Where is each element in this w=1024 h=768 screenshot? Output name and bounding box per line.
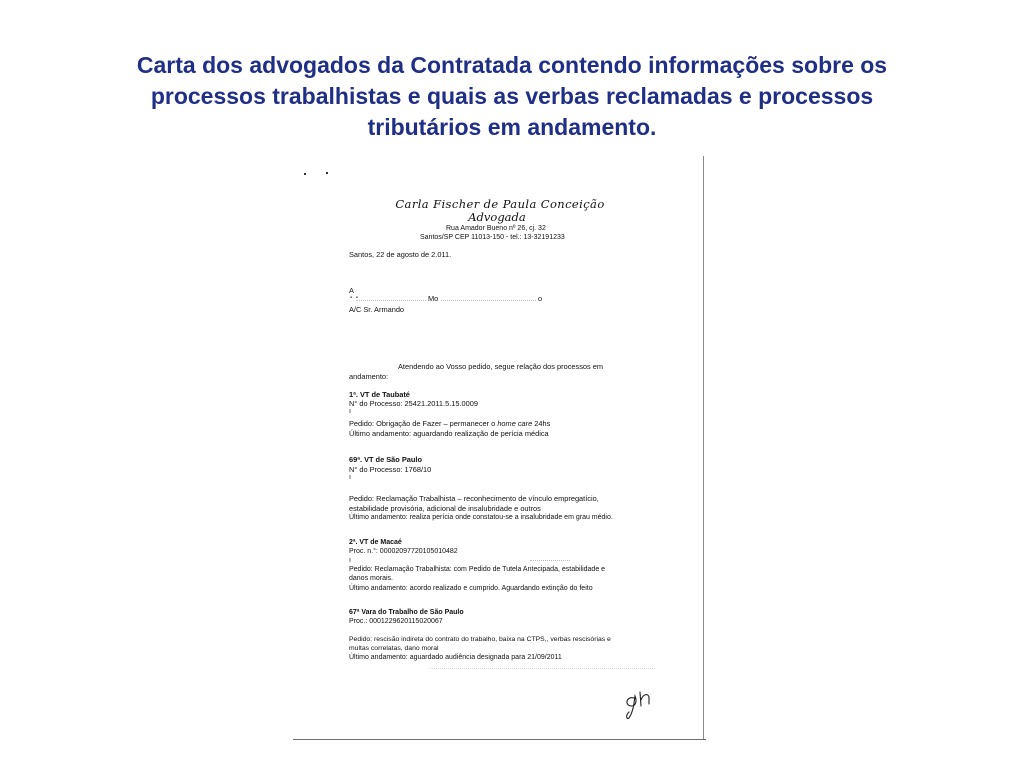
process-court: 69ª. VT de São Paulo xyxy=(349,455,422,464)
intro-line-1: Atendendo ao Vosso pedido, segue relação dos processos em xyxy=(398,362,604,371)
process-court: 1ª. VT de Taubaté xyxy=(349,390,410,399)
letterhead-name: Carla Fischer de Paula Conceição xyxy=(395,197,605,211)
process-pedido-line-2: danos morais. xyxy=(349,575,393,582)
scan-mark: ı xyxy=(349,474,351,481)
process-number: Proc.: 0001229620115020067 xyxy=(349,618,443,625)
signature-initials xyxy=(620,688,660,720)
process-pedido: Pedido: Obrigação de Fazer – permanecer o home care 24hs xyxy=(349,419,551,428)
scan-speck xyxy=(326,172,328,174)
recipient-redacted: ▪ ▪ xyxy=(350,295,359,301)
process-pedido-line-1: Pedido: rescisão indireta do contrato do trabalho, baixa na CTPS,, verbas rescisórias e xyxy=(349,636,611,643)
title-line-3: tributários em andamento. xyxy=(367,114,657,140)
title-line-1: Carta dos advogados da Contratada contendo informações sobre os xyxy=(136,52,888,78)
process-court: 67ª Vara do Trabalho de São Paulo xyxy=(349,609,464,616)
scan-mark xyxy=(530,560,570,561)
scanned-letter xyxy=(293,156,705,740)
recipient-a: A xyxy=(349,286,354,295)
title-line-2: processos trabalhistas e quais as verbas reclamadas e processos xyxy=(150,83,874,109)
redaction-mark xyxy=(356,300,426,301)
scan-mark xyxy=(430,668,655,669)
process-pedido-line-1: Pedido: Reclamação Trabalhista – reconhecimento de vínculo empregatício, xyxy=(349,494,599,503)
scan-mark: ı xyxy=(349,557,351,564)
process-status: Último andamento: aguardado audiência designada para 21/09/2011 xyxy=(349,654,562,661)
redaction-mark xyxy=(441,300,536,301)
letterhead-city: Santos/SP CEP 11013-150 - tel.: 13-32191233 xyxy=(420,234,565,241)
slide-title xyxy=(60,50,964,143)
process-status: Último andamento: aguardando realização de perícia médica xyxy=(349,429,549,438)
process-pedido-line-2: multas correlatas, dano moral xyxy=(349,645,439,652)
intro-line-2: andamento: xyxy=(349,372,389,381)
scan-bottom-edge xyxy=(293,739,706,740)
process-number: Proc. n.°: 00002097720105010482 xyxy=(349,548,458,555)
letter-date: Santos, 22 de agosto de 2.011. xyxy=(349,250,452,259)
scan-mark: ı xyxy=(349,408,351,415)
scan-right-edge xyxy=(703,156,704,740)
process-status: Último andamento: acordo realizado e cumprido. Aguardando extinção do feito xyxy=(349,585,593,592)
letterhead-address: Rua Amador Bueno nº 26, cj. 32 xyxy=(446,225,546,232)
attention-line: A/C Sr. Armando xyxy=(349,305,405,314)
process-number: N° do Processo: 25421.2011.5.15.0009 xyxy=(349,399,478,408)
letterhead-title: Advogada xyxy=(468,210,526,224)
process-pedido-line-2: estabilidade provisória, adicional de insalubridade e outros xyxy=(349,504,541,513)
recipient-partial: Mo xyxy=(428,294,439,303)
process-status: Último andamento: realiza perícia onde constatou-se a insalubridade em grau médio. xyxy=(349,514,613,521)
process-number: N° do Processo: 1768/10 xyxy=(349,465,432,474)
process-court: 2ª. VT de Macaé xyxy=(349,539,402,546)
scan-speck xyxy=(304,173,306,175)
recipient-partial-end: o xyxy=(538,294,543,303)
process-pedido-line-1: Pedido: Reclamação Trabalhista: com Pedido de Tutela Antecipada, estabilidade e xyxy=(349,566,606,573)
